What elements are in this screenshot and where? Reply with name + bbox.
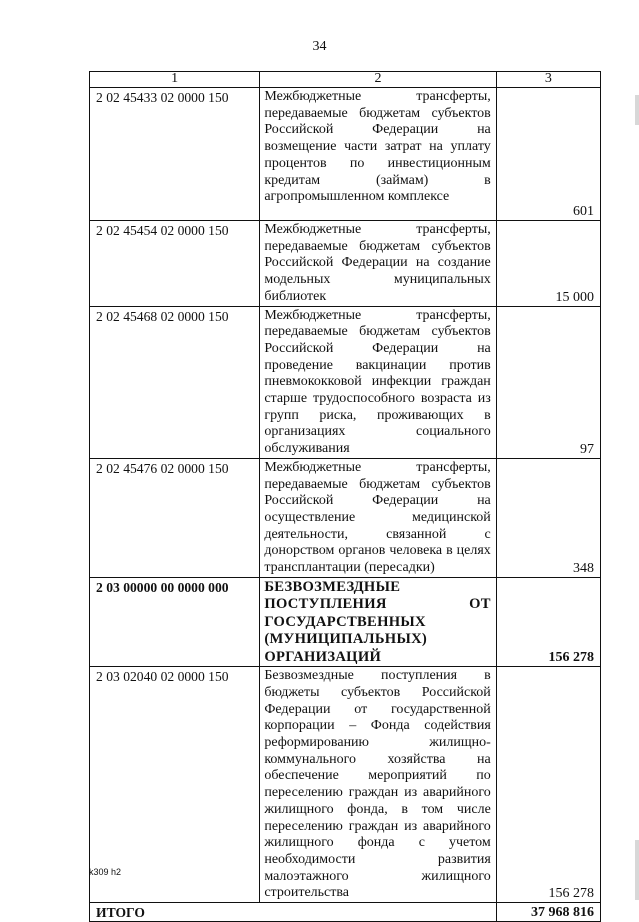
table-row-section bbox=[90, 577, 601, 667]
budget-code: 2 03 00000 00 0000 000 bbox=[90, 577, 260, 667]
budget-code: 2 02 45433 02 0000 150 bbox=[90, 88, 260, 221]
budget-section-name: БЕЗВОЗМЕЗДНЫЕ ПОСТУПЛЕНИЯ ОТ ГОСУДАРСТВЕННЫХ (МУНИЦИПАЛЬНЫХ) ОРГАНИЗАЦИЙ bbox=[260, 577, 496, 667]
table-row bbox=[90, 306, 601, 458]
total-label: ИТОГО bbox=[90, 903, 497, 922]
total-amount: 37 968 816 bbox=[496, 903, 600, 922]
budget-amount: 601 bbox=[496, 88, 600, 221]
budget-code: 2 02 45454 02 0000 150 bbox=[90, 221, 260, 307]
budget-item-name: Межбюджетные трансферты, передаваемые бюджетам субъектов Российской Федерации на создание модельных муниципальных библиотек bbox=[260, 221, 496, 307]
budget-amount: 156 278 bbox=[496, 577, 600, 667]
table-row bbox=[90, 667, 601, 903]
footer-document-code: k309 h2 bbox=[89, 867, 122, 877]
column-header-2: 2 bbox=[260, 72, 496, 88]
table-header-row bbox=[90, 72, 601, 88]
scan-edge-mark bbox=[635, 840, 639, 900]
page-number: 34 bbox=[312, 39, 327, 54]
budget-code: 2 02 45476 02 0000 150 bbox=[90, 458, 260, 577]
scan-edge-mark bbox=[635, 95, 639, 125]
budget-item-name: Межбюджетные трансферты, передаваемые бюджетам субъектов Российской Федерации на возмещение части затрат на уплату процентов по инвестиционным кредитам (займам) в агропромышленном комплексе bbox=[260, 88, 496, 221]
table-row bbox=[90, 221, 601, 307]
budget-item-name: Межбюджетные трансферты, передаваемые бюджетам субъектов Российской Федерации на осуществление медицинской деятельности, связанной с донорством органов человека в целях трансплантации (пересадки) bbox=[260, 458, 496, 577]
table-row bbox=[90, 458, 601, 577]
column-header-3: 3 bbox=[496, 72, 600, 88]
budget-amount: 348 bbox=[496, 458, 600, 577]
budget-code: 2 02 45468 02 0000 150 bbox=[90, 306, 260, 458]
budget-table bbox=[89, 71, 601, 922]
budget-item-name: Межбюджетные трансферты, передаваемые бюджетам субъектов Российской Федерации на проведение вакцинации против пневмококковой инфекции граждан старше трудоспособного возраста из групп риска, проживающих в организациях социального обслуживания bbox=[260, 306, 496, 458]
budget-amount: 156 278 bbox=[496, 667, 600, 903]
budget-item-name: Безвозмездные поступления в бюджеты субъектов Российской Федерации от государственной корпорации – Фонда содействия реформированию жилищно-коммунального хозяйства на обеспечение мероприятий по переселению граждан из аварийного жилищного фонда, в том числе переселению граждан из аварийного жилищного фонда с учетом необходимости развития малоэтажного жилищного строительства bbox=[260, 667, 496, 903]
budget-amount: 15 000 bbox=[496, 221, 600, 307]
total-row bbox=[90, 903, 601, 922]
budget-code: 2 03 02040 02 0000 150 bbox=[90, 667, 260, 903]
table-row bbox=[90, 88, 601, 221]
budget-amount: 97 bbox=[496, 306, 600, 458]
column-header-1: 1 bbox=[90, 72, 260, 88]
